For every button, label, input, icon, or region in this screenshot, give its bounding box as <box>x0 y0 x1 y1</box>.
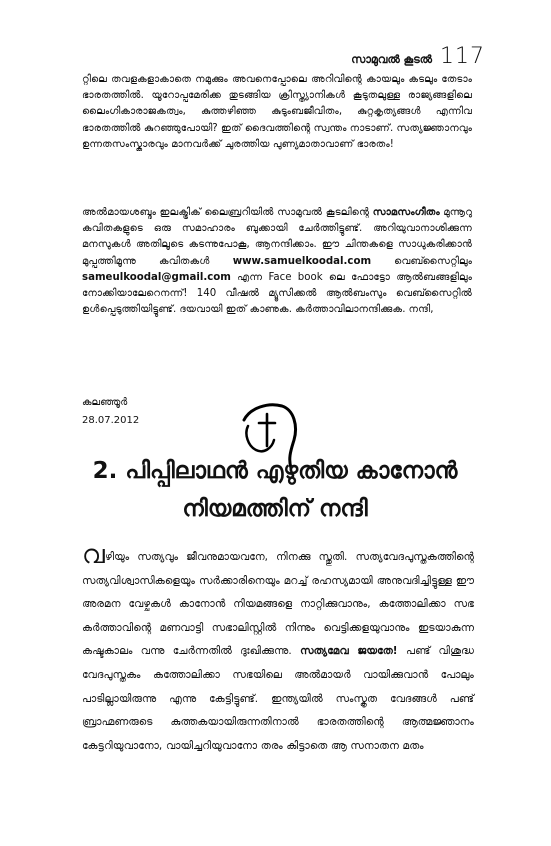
page-number: 117 <box>440 44 485 69</box>
motto: സത്യമേവ ജയതേ! <box>300 645 398 658</box>
paragraph-2-text-1: അൽമായശബ്ദം ഇലക്ട്രിക് ലൈബ്രറിയിൽ സാമുവൽ കൂടലിന്റെ <box>82 207 373 218</box>
drop-cap: വ <box>82 540 106 570</box>
chapter-title-line-2: നിയമത്തിന് നന്ദി <box>182 496 368 522</box>
paragraph-2 <box>82 205 472 318</box>
chapter-body-text-2: പണ്ട് വിശുദ്ധ വേദപുസ്തകം കത്തോലിക്കാ സഭയിലെ അൽമായർ വായിക്കുവാൻ പോലും പാടില്ലായിരുന്നു എന്നു കേട്ടിട്ടുണ്ട്. ഇന്ത്യയിൽ സംസ്കൃത വേദങ്ങൾ പണ്ട് ബ്രാഹ്മണരുടെ കുത്തകയായിരുന്നതിനാൽ ഭാരതത്തിന്റെ ആത്മജ്ഞാനം കേട്ടറിയുവാനോ, വായിച്ചറിയുവാനോ തരം കിട്ടാതെ ആ സനാതന മതം <box>82 645 475 752</box>
chapter-title-line-1: 2. പിപ്പിലാഥൻ എഴുതിയ കാനോൻ <box>92 458 458 484</box>
chapter-body <box>82 540 475 758</box>
book-title: സാമസംഗീതം <box>372 207 440 218</box>
paragraph-2-text-3: വെബ്സൈറ്റിലും <box>371 255 472 267</box>
paragraph-2-text-2: മുന്നൂറു കവിതകളുടെ ഒരു സമാഹാരം ബുക്കായി ചേർത്തിട്ടുണ്ട്. അറിയുവാനാശിക്കുന്ന മനസുകൾ അതിലൂടെ കടന്നുപോകൂ, ആനന്ദിക്കാം. ഈ ചിന്തകളെ സാധുകരിക്കാൻ മുപ്പത്തിമൂന്നു കവിതകൾ <box>82 207 472 267</box>
paragraph-1: റ്റിലെ തവളകളാകാതെ നമുക്കും അവനെപ്പോലെ അറിവിന്റെ കായലും കടലും തേടാം ഭാരതത്തിൽ. യൂറോപ്പമേരിക്ക തുടങ്ങിയ ക്രിസ്ത്യാനികൾ കൂടുതലുള്ള രാജ്യങ്ങളിലെ ലൈംഗികാരാജകത്വം, കുത്തഴിഞ്ഞ കുടുംബജീവിതം, കുറ്റകൃത്യങ്ങൾ എന്നിവ ഭാരതത്തിൽ കുറഞ്ഞുപോയി? ഇത് ദൈവത്തിന്റെ സ്വന്തം നാടാണ്. സത്യജ്ഞാനവും ഉന്നതസംസ്കാരവും മാനവർക്ക് ചുരത്തിയ പുണ്യമാതാവാണ് ഭാരതം! <box>82 74 472 150</box>
running-header <box>351 44 485 69</box>
signature-date: 28.07.2012 <box>82 415 140 426</box>
signature-place: കലഞ്ഞൂർ <box>82 397 128 408</box>
running-title: സാമുവൽ കൂടൽ <box>351 53 432 66</box>
chapter-body-text-1: ഴിയും സത്യവും ജീവനുമായവനേ, നിനക്കു സ്തുതി. സത്യവേദപുസ്തകത്തിന്റെ സത്യവിശ്വാസികളെയും സർക്കാരിനെയും മറച്ച് രഹസ്യമായി അനുവദിച്ചിട്ടുള്ള ഈ അരമന വേഴ്ചകൾ കാനോൻ നിയമങ്ങളെ നാറ്റിക്കുവാനും, കത്തോലിക്കാ സഭ കർത്താവിന്റെ മണവാട്ടി സഭാലിസ്റ്റിൽ നിന്നും വെട്ടിക്കളയുവാനും ഇടയാകുന്ന കഷ്ടകാലം വന്നു ചേർന്നതിൽ ദുഃഖിക്കുന്നു. <box>82 551 474 658</box>
paragraph-2-text-4: എന്ന Face book ലെ ഫോട്ടോ ആൽബങ്ങളിലും നോക്കിയാലേറെനന്ന്! 140 വീഷൽ മ്യൂസിക്കൽ ആൽബംസും വെബ്സൈറ്റിൽ ഉൾപ്പെടുത്തിയിട്ടുണ്ട്. ദയവായി ഇത് കാണുക. കർത്താവിലാനന്ദിക്കുക. നന്ദി, <box>82 271 472 316</box>
website-link: www.samuelkoodal.com <box>232 255 372 267</box>
email-address: sameulkoodal@gmail.com <box>82 271 231 283</box>
